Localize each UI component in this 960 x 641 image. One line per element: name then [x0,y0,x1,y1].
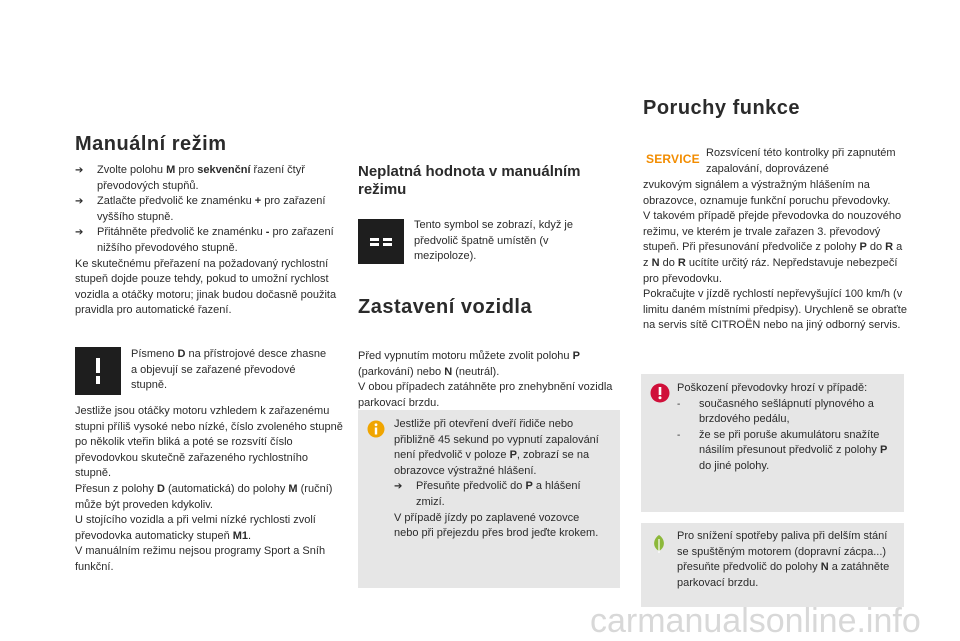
warning-note-text: Poškození převodovky hrozí v případě: - současného sešlápnutí plynového a brzdového pedálu, - že se při poruše akumulátoru snažíte násilím přesunout předvolič z polohy P do jiné polohy. [677,381,892,475]
service-warning-icon: SERVICE [646,152,700,166]
eco-leaf-icon [650,534,668,559]
eco-note-text: Pro snížení spotřeby paliva při delším stání se spuštěným motorem (dopravní zácpa...) přesuňte předvolič do polohy N a zatáhněte parkovací brzdu. [677,530,890,589]
gear-indicator-icon [75,347,121,395]
warning-note-box [641,374,904,512]
malfunction-intro: Rozsvícení této kontrolky při zapnutém zapalování, doprovázené [706,147,896,175]
malfunction-body: zvukovým signálem a výstražným hlášením na obrazovce, oznamuje funkční poruchu převodovky. V takovém případě přejde převodovka do nouzového režimu, ve kterém je trvale zařazen 3. převodový stupeň. Při přesunování předvoliče z polohy P do R a z N do R ucítíte určitý ráz. Nepředstavuje nebezpečí pro převodovku. Pokračujte v jízdě rychlostí nepřevyšující 100 km/h (v limitu daném místními předpisy). Urychleně se obraťte na servis sítě CITROËN nebo na jiný odborný servis. [643,179,907,332]
manual-title: Manuální režim [75,133,227,155]
watermark: carmanualsonline.info [590,602,921,640]
manual-bullet: ➔ Přitáhněte předvolič ke znaménku - pro zařazení nižšího převodového stupně. [75,225,343,256]
manual-bullets [75,163,343,319]
info-note-text: Jestliže při otevření dveří řidiče nebo přibližně 45 sekund po vypnutí zapalování není předvolič v poloze P, zobrazí se na obrazovce výstražné hlášení. ➔ Přesuňte předvolič do P a hlášení zmizí. V případě jízdy po zaplavené vozovce nebo při přejezdu přes brod jeďte krokem. [394,417,604,542]
manual-para5: V manuálním režimu nejsou programy Sport a Sníh funkční. [75,545,326,573]
info-icon [367,420,385,443]
bullet-icon: ➔ [75,165,84,176]
stop-text: Před vypnutím motoru můžete zvolit polohu P (parkování) nebo N (neutrál). V obou případech zatáhněte pro znehybnění vozidla parkovací brzdu. [358,350,613,409]
manual-para4: U stojícího vozidla a při velmi nízké rychlosti zvolí převodovka automaticky stupeň M1. [75,514,316,542]
invalid-title: Neplatná hodnota v manuálním režimu [358,163,581,198]
bullet-icon: ➔ [75,196,84,208]
warning-icon [650,383,670,408]
info-note-bullet: ➔ Přesuňte předvolič do P a hlášení zmizí. [394,479,604,510]
info-note-box [358,410,620,588]
bullet-icon: ➔ [394,481,403,493]
invalid-text: Tento symbol se zobrazí, když je předvolič špatně umístěn (v mezipoloze). [414,219,573,263]
warning-item: - že se při poruše akumulátoru snažíte násilím přesunout předvolič z polohy P do jiné polohy. [677,428,888,472]
manual-para3: Přesun z polohy D (automatická) do polohy M (ruční) může být proveden kdykoliv. [75,482,333,511]
manual-para1: Ke skutečnému přeřazení na požadovaný rychlostní stupeň dojde pouze tehdy, pokud to umožní rychlost vozidla a otáčky motoru; jinak budou dočasně použita pravidla pro automatické řazení. [75,257,337,317]
manual-bullet: ➔ Zatlačte předvolič ke znaménku + pro zařazení vyššího stupně. [75,194,343,225]
invalid-symbol-icon [358,219,404,264]
stop-title: Zastavení vozidla [358,296,533,318]
manual-details [75,404,343,576]
d-letter-text: Písmeno D na přístrojové desce zhasne a objevují se zařazené převodové stupně. [131,348,327,392]
eco-note-box [641,523,904,607]
bullet-icon: ➔ [75,227,84,239]
malfunction-title: Poruchy funkce [643,97,801,119]
warning-item: - současného sešlápnutí plynového a brzdového pedálu, [677,397,874,426]
manual-bullet: ➔ Zvolte polohu M pro sekvenční řazení čtyř převodových stupňů. [75,163,343,194]
manual-para2: Jestliže jsou otáčky motoru vzhledem k zařazenému stupni příliš vysoké nebo nízké, číslo zvoleného stupně po několik vteřin bliká a poté se rozsvítí číslo převodovkou skutečně zařazeného rychlostního stupně. [75,405,343,480]
